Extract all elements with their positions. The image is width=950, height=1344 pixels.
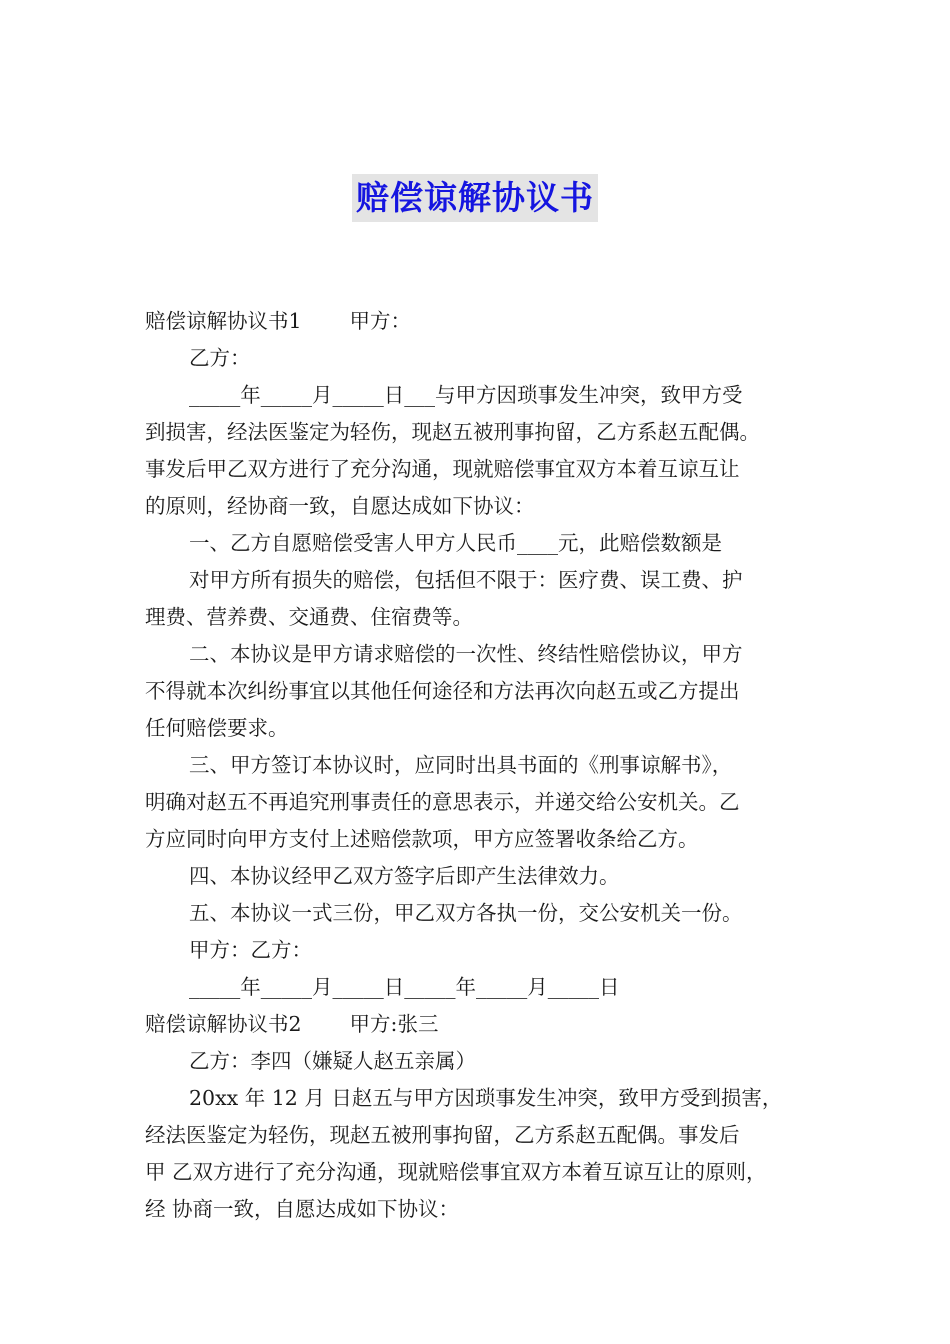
paragraph-line: 对甲方所有损失的赔偿，包括但不限于：医疗费、误工费、护 [189,568,743,592]
paragraph-line: 乙方： [189,346,251,370]
paragraph-line: 事发后甲乙双方进行了充分沟通，现就赔偿事宜双方本着互谅互让 [145,457,740,481]
signature-line: 甲方：乙方： [189,938,312,962]
paragraph-line: 经 协商一致，自愿达成如下协议： [145,1197,460,1221]
paragraph-line: 一、乙方自愿赔偿受害人甲方人民币____元，此赔偿数额是 [189,531,722,555]
section-heading-2 [145,1006,815,1043]
paragraph-line: 四、本协议经甲乙双方签字后即产生法律效力。 [189,864,620,888]
paragraph-line: 20xx 年 12 月 日赵五与甲方因琐事发生冲突，致甲方受到损害， [189,1086,783,1110]
date-line: _____年_____月_____日_____年_____月_____日 [189,975,620,999]
paragraph-line: 五、本协议一式三份，甲乙双方各执一份，交公安机关一份。 [189,901,743,925]
paragraph-line: 二、本协议是甲方请求赔偿的一次性、终结性赔偿协议，甲方 [189,642,743,666]
paragraph-line: 方应同时向甲方支付上述赔偿款项，甲方应签署收条给乙方。 [145,827,699,851]
paragraph-line: 三、甲方签订本协议时，应同时出具书面的《刑事谅解书》， [189,753,733,777]
section-title: 赔偿谅解协议书2 [145,1012,302,1036]
paragraph-line: 的原则，经协商一致，自愿达成如下协议： [145,494,535,518]
paragraph-line: 甲 乙双方进行了充分沟通，现就赔偿事宜双方本着互谅互让的原则， [145,1160,767,1184]
section-title: 赔偿谅解协议书1 [145,309,302,333]
paragraph-line: _____年_____月_____日___与甲方因琐事发生冲突，致甲方受 [189,383,743,407]
paragraph-line: 明确对赵五不再追究刑事责任的意思表示，并递交给公安机关。乙 [145,790,740,814]
paragraph-line: 经法医鉴定为轻伤，现赵五被刑事拘留，乙方系赵五配偶。事发后 [145,1123,740,1147]
paragraph-line: 任何赔偿要求。 [145,716,289,740]
paragraph-line: 乙方：李四（嫌疑人赵五亲属） [189,1049,476,1073]
party-a-label: 甲方:张三 [349,1012,439,1036]
paragraph-line: 不得就本次纠纷事宜以其他任何途径和方法再次向赵五或乙方提出 [145,679,740,703]
title-container [0,174,950,222]
paragraph-line: 到损害，经法医鉴定为轻伤，现赵五被刑事拘留，乙方系赵五配偶。 [145,420,760,444]
document-body [145,303,815,1228]
section-heading-1 [145,303,815,340]
party-a-label: 甲方： [349,309,412,333]
paragraph-line: 理费、营养费、交通费、住宿费等。 [145,605,473,629]
document-title: 赔偿谅解协议书 [352,174,598,222]
